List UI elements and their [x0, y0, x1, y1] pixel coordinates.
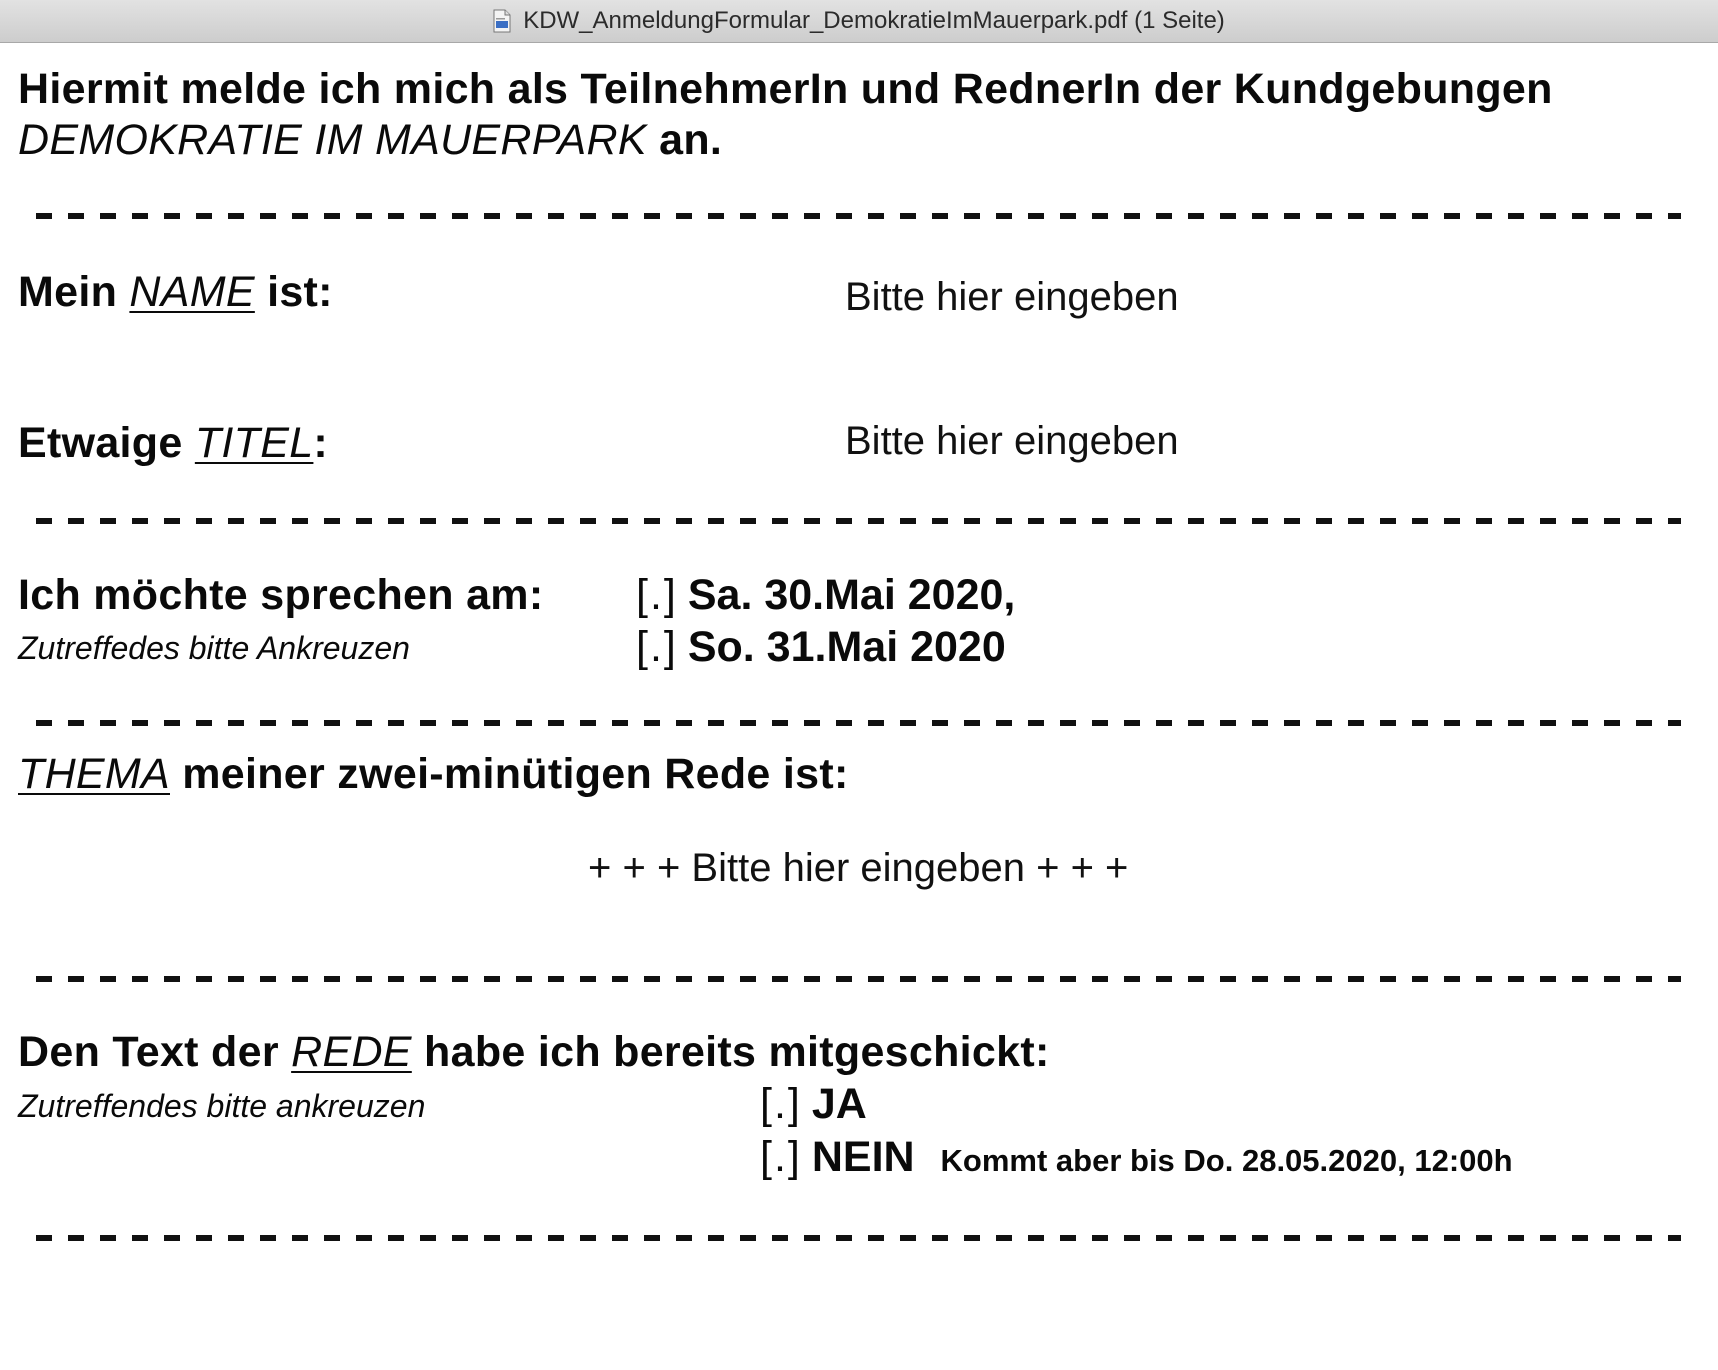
- rede-label: [18, 1028, 1050, 1077]
- thema-label: [18, 750, 849, 799]
- window-titlebar: [0, 0, 1718, 43]
- dashed-divider: [36, 976, 1681, 982]
- checkbox-mark[interactable]: [.]: [760, 1133, 802, 1181]
- dashed-divider: [36, 213, 1681, 219]
- titel-keyword: TITEL: [194, 419, 314, 467]
- window-title: KDW_AnmeldungFormular_DemokratieImMauerpark.pdf (1 Seite): [523, 7, 1225, 34]
- pdf-page: [0, 43, 1718, 1370]
- rede-option-nein[interactable]: [760, 1133, 1513, 1182]
- thema-label-suffix: meiner zwei-minütigen Rede ist:: [170, 750, 849, 798]
- name-input-field[interactable]: Bitte hier eingeben: [845, 275, 1179, 319]
- date-label: Ich möchte sprechen am:: [18, 571, 544, 619]
- rede-hint: Zutreffendes bitte ankreuzen: [18, 1088, 426, 1124]
- checkbox-mark[interactable]: [.]: [760, 1080, 802, 1128]
- titel-label-suffix: :: [313, 419, 329, 467]
- rede-label-suffix: habe ich bereits mitgeschickt:: [411, 1028, 1050, 1076]
- name-label-prefix: Mein: [18, 268, 130, 316]
- date-option-saturday[interactable]: [636, 571, 1015, 620]
- rede-option-label: JA: [811, 1080, 867, 1128]
- intro-line-2-suffix: an.: [646, 116, 723, 164]
- rede-label-prefix: Den Text der: [18, 1028, 292, 1076]
- titel-label-prefix: Etwaige: [18, 419, 195, 467]
- name-keyword: NAME: [129, 268, 255, 316]
- intro-line-1: Hiermit melde ich mich als TeilnehmerIn und RednerIn der Kundgebungen: [18, 65, 1553, 113]
- date-option-sunday[interactable]: [636, 623, 1006, 672]
- intro-line-2: [18, 116, 722, 165]
- thema-keyword: THEMA: [18, 750, 170, 798]
- rede-option-ja[interactable]: [760, 1080, 867, 1129]
- titel-input-field[interactable]: Bitte hier eingeben: [845, 419, 1179, 463]
- date-option-label: So. 31.Mai 2020: [687, 623, 1006, 671]
- dashed-divider: [36, 1235, 1681, 1241]
- rede-keyword: REDE: [291, 1028, 412, 1076]
- rede-option-label: NEIN: [811, 1133, 915, 1181]
- pdf-document-icon: [493, 9, 511, 33]
- rede-nein-note: Kommt aber bis Do. 28.05.2020, 12:00h: [940, 1143, 1513, 1178]
- checkbox-mark[interactable]: [.]: [636, 571, 678, 619]
- name-label-suffix: ist:: [254, 268, 333, 316]
- date-option-label: Sa. 30.Mai 2020,: [687, 571, 1016, 619]
- thema-input-field[interactable]: + + + Bitte hier eingeben + + +: [588, 846, 1129, 890]
- checkbox-mark[interactable]: [.]: [636, 623, 678, 671]
- name-label: [18, 268, 333, 317]
- event-name: DEMOKRATIE IM MAUERPARK: [18, 116, 647, 164]
- dashed-divider: [36, 720, 1681, 726]
- date-hint: Zutreffedes bitte Ankreuzen: [18, 630, 410, 666]
- dashed-divider: [36, 518, 1681, 524]
- titel-label: [18, 419, 328, 468]
